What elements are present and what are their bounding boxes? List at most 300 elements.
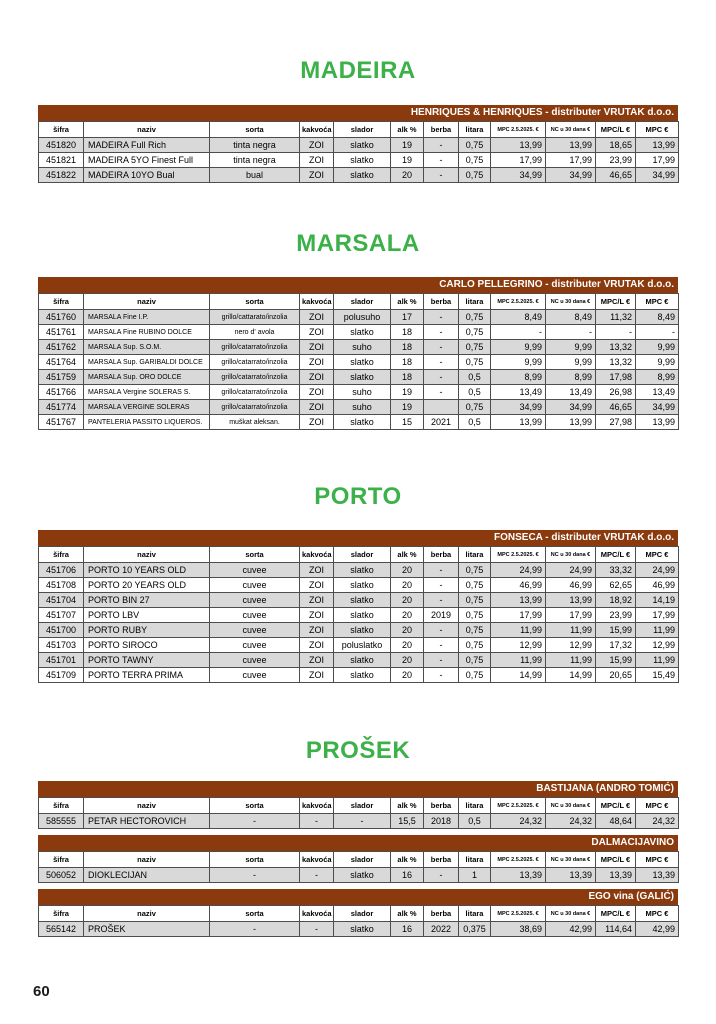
column-header-alk: alk % [391, 906, 424, 922]
column-header-sorta: sorta [210, 547, 300, 563]
cell-alk: 18 [391, 340, 424, 355]
cell-litara: 0,5 [459, 370, 491, 385]
cell-sifra: 451767 [39, 415, 84, 430]
table-row [39, 578, 679, 593]
cell-mpc-l: 18,65 [596, 138, 636, 153]
table-row [39, 922, 679, 937]
cell-mpc: 13,49 [636, 385, 679, 400]
column-header-alk: alk % [391, 294, 424, 310]
cell-kakvoca: ZOI [300, 638, 334, 653]
column-header-row [39, 798, 679, 814]
cell-litara: 0,75 [459, 355, 491, 370]
cell-slador: slatko [334, 668, 391, 683]
cell-slador: slatko [334, 370, 391, 385]
cell-mpc: 13,99 [636, 138, 679, 153]
column-header-row [39, 852, 679, 868]
price-table-henriques-henriques-distributer-vrutak-d-o-o [38, 105, 678, 183]
cell-kakvoca: - [300, 922, 334, 937]
cell-slador: - [334, 814, 391, 829]
cell-naziv: MARSALA Sup. ORO DOLCE [84, 370, 210, 385]
cell-sifra: 451703 [39, 638, 84, 653]
cell-sifra: 506052 [39, 868, 84, 883]
cell-sorta: cuvee [210, 563, 300, 578]
cell-mpc-date: 17,99 [491, 608, 546, 623]
cell-mpc: 12,99 [636, 638, 679, 653]
cell-mpc: - [636, 325, 679, 340]
distributor-bar: FONSECA - distributer VRUTAK d.o.o. [38, 530, 678, 546]
cell-mpc-date: 13,39 [491, 868, 546, 883]
cell-litara: 0,75 [459, 168, 491, 183]
column-header-kakvoca: kakvoća [300, 798, 334, 814]
cell-mpc: 34,99 [636, 400, 679, 415]
cell-berba: - [424, 355, 459, 370]
cell-berba: - [424, 385, 459, 400]
cell-mpc: 8,99 [636, 370, 679, 385]
cell-mpc: 34,99 [636, 168, 679, 183]
cell-kakvoca: ZOI [300, 370, 334, 385]
cell-sorta: cuvee [210, 653, 300, 668]
cell-slador: polusuho [334, 310, 391, 325]
cell-mpc-l: 114,64 [596, 922, 636, 937]
cell-litara: 0,75 [459, 310, 491, 325]
cell-litara: 0,75 [459, 153, 491, 168]
column-header-nc-30-dana: NC u 30 dana € [546, 852, 596, 868]
column-header-row [39, 294, 679, 310]
column-header-berba: berba [424, 294, 459, 310]
table-row [39, 355, 679, 370]
cell-naziv: PORTO TERRA PRIMA [84, 668, 210, 683]
cell-naziv: MARSALA Vergine SOLERAS S. [84, 385, 210, 400]
column-header-mpc-l: MPC/L € [596, 294, 636, 310]
cell-mpc: 24,32 [636, 814, 679, 829]
column-header-mpc: MPC € [636, 122, 679, 138]
column-header-litara: litara [459, 122, 491, 138]
cell-berba: - [424, 138, 459, 153]
cell-nc-30-dana: 34,99 [546, 168, 596, 183]
cell-kakvoca: ZOI [300, 138, 334, 153]
cell-kakvoca: - [300, 868, 334, 883]
cell-mpc-l: 48,64 [596, 814, 636, 829]
cell-kakvoca: ZOI [300, 415, 334, 430]
cell-naziv: PROŠEK [84, 922, 210, 937]
cell-litara: 0,75 [459, 578, 491, 593]
cell-litara: 0,5 [459, 385, 491, 400]
cell-mpc: 17,99 [636, 153, 679, 168]
table-row [39, 400, 679, 415]
cell-mpc: 11,99 [636, 623, 679, 638]
cell-mpc-date: 8,49 [491, 310, 546, 325]
cell-berba: - [424, 563, 459, 578]
cell-mpc-date: 11,99 [491, 623, 546, 638]
column-header-row [39, 547, 679, 563]
column-header-alk: alk % [391, 547, 424, 563]
cell-mpc: 9,99 [636, 355, 679, 370]
cell-litara: 0,75 [459, 340, 491, 355]
cell-naziv: PORTO LBV [84, 608, 210, 623]
cell-litara: 0,375 [459, 922, 491, 937]
cell-mpc-date: 24,99 [491, 563, 546, 578]
cell-berba: - [424, 325, 459, 340]
cell-nc-30-dana: 13,99 [546, 415, 596, 430]
section-title-pro-ek: PROŠEK [305, 737, 411, 764]
cell-litara: 0,75 [459, 593, 491, 608]
section-porto [0, 482, 716, 683]
cell-litara: 0,5 [459, 814, 491, 829]
cell-mpc-date: 38,69 [491, 922, 546, 937]
cell-litara: 0,75 [459, 623, 491, 638]
cell-alk: 20 [391, 653, 424, 668]
cell-mpc: 15,49 [636, 668, 679, 683]
cell-berba: - [424, 653, 459, 668]
column-header-berba: berba [424, 798, 459, 814]
cell-mpc-date: 13,49 [491, 385, 546, 400]
cell-sifra: 451700 [39, 623, 84, 638]
column-header-slador: slador [334, 798, 391, 814]
data-table [38, 905, 679, 937]
column-header-berba: berba [424, 547, 459, 563]
cell-berba: 2018 [424, 814, 459, 829]
cell-kakvoca: ZOI [300, 153, 334, 168]
cell-nc-30-dana: - [546, 325, 596, 340]
cell-berba: 2019 [424, 608, 459, 623]
column-header-sorta: sorta [210, 122, 300, 138]
cell-sifra: 451774 [39, 400, 84, 415]
cell-mpc-l: 23,99 [596, 608, 636, 623]
cell-mpc-date: 8,99 [491, 370, 546, 385]
cell-alk: 19 [391, 153, 424, 168]
cell-naziv: MARSALA Sup. S.O.M. [84, 340, 210, 355]
cell-mpc-l: 13,32 [596, 340, 636, 355]
cell-slador: slatko [334, 922, 391, 937]
column-header-litara: litara [459, 547, 491, 563]
cell-alk: 18 [391, 325, 424, 340]
table-row [39, 563, 679, 578]
data-table [38, 797, 679, 829]
table-row [39, 593, 679, 608]
price-table-ego-vina-gali [38, 889, 678, 937]
cell-mpc: 11,99 [636, 653, 679, 668]
cell-nc-30-dana: 13,99 [546, 593, 596, 608]
column-header-naziv: naziv [84, 122, 210, 138]
cell-mpc-l: 20,65 [596, 668, 636, 683]
cell-slador: suho [334, 340, 391, 355]
cell-sorta: grillo/catarrato/inzolia [210, 385, 300, 400]
cell-mpc-date: 34,99 [491, 168, 546, 183]
cell-alk: 20 [391, 578, 424, 593]
price-table-bastijana-andro-tomi [38, 781, 678, 829]
cell-mpc-date: 13,99 [491, 138, 546, 153]
cell-slador: slatko [334, 168, 391, 183]
cell-sifra: 451821 [39, 153, 84, 168]
cell-naziv: MARSALA Sup. GARIBALDI DOLCE [84, 355, 210, 370]
table-row [39, 138, 679, 153]
table-row [39, 325, 679, 340]
cell-slador: slatko [334, 868, 391, 883]
data-table [38, 851, 679, 883]
cell-slador: poluslatko [334, 638, 391, 653]
cell-mpc-l: 26,98 [596, 385, 636, 400]
column-header-sorta: sorta [210, 798, 300, 814]
cell-sorta: cuvee [210, 638, 300, 653]
cell-mpc: 9,99 [636, 340, 679, 355]
cell-nc-30-dana: 17,99 [546, 608, 596, 623]
cell-mpc: 14,19 [636, 593, 679, 608]
column-header-berba: berba [424, 852, 459, 868]
cell-alk: 16 [391, 922, 424, 937]
cell-sorta: - [210, 868, 300, 883]
table-row [39, 638, 679, 653]
distributor-bar: HENRIQUES & HENRIQUES - distributer VRUTAK d.o.o. [38, 105, 678, 121]
distributor-bar: CARLO PELLEGRINO - distributer VRUTAK d.o.o. [38, 277, 678, 293]
cell-sifra: 451761 [39, 325, 84, 340]
cell-alk: 20 [391, 563, 424, 578]
cell-mpc-date: 46,99 [491, 578, 546, 593]
cell-mpc-l: 46,65 [596, 168, 636, 183]
cell-naziv: MADEIRA 10YO Bual [84, 168, 210, 183]
cell-alk: 20 [391, 668, 424, 683]
cell-sifra: 451760 [39, 310, 84, 325]
cell-nc-30-dana: 42,99 [546, 922, 596, 937]
cell-litara: 0,75 [459, 653, 491, 668]
cell-sifra: 451822 [39, 168, 84, 183]
column-header-slador: slador [334, 294, 391, 310]
column-header-berba: berba [424, 906, 459, 922]
cell-mpc-l: 11,32 [596, 310, 636, 325]
cell-sifra: 451762 [39, 340, 84, 355]
cell-sorta: grillo/catarrato/inzolia [210, 370, 300, 385]
cell-naziv: MARSALA Fine RUBINO DOLCE [84, 325, 210, 340]
cell-slador: slatko [334, 593, 391, 608]
column-header-slador: slador [334, 852, 391, 868]
cell-naziv: PORTO RUBY [84, 623, 210, 638]
cell-sorta: cuvee [210, 623, 300, 638]
cell-naziv: PORTO 20 YEARS OLD [84, 578, 210, 593]
column-header-mpc-l: MPC/L € [596, 906, 636, 922]
column-header-mpc-l: MPC/L € [596, 547, 636, 563]
cell-sorta: cuvee [210, 608, 300, 623]
cell-berba: - [424, 593, 459, 608]
price-table-carlo-pellegrino-distributer-vrutak-d-o-o [38, 277, 678, 430]
column-header-litara: litara [459, 906, 491, 922]
section-title-marsala: MARSALA [296, 230, 420, 257]
cell-sorta: cuvee [210, 593, 300, 608]
cell-alk: 20 [391, 623, 424, 638]
cell-mpc-date: 13,99 [491, 415, 546, 430]
column-header-alk: alk % [391, 122, 424, 138]
data-table [38, 293, 679, 430]
column-header-kakvoca: kakvoća [300, 852, 334, 868]
column-header-mpc-date: MPC 2.5.2025. € [491, 798, 546, 814]
cell-alk: 20 [391, 593, 424, 608]
cell-sorta: grillo/cattarato/inzolia [210, 310, 300, 325]
table-row [39, 415, 679, 430]
column-header-mpc: MPC € [636, 798, 679, 814]
cell-sifra: 565142 [39, 922, 84, 937]
column-header-sorta: sorta [210, 852, 300, 868]
column-header-sorta: sorta [210, 294, 300, 310]
cell-sorta: tinta negra [210, 153, 300, 168]
cell-sifra: 451706 [39, 563, 84, 578]
cell-sorta: grillo/catarrato/inzolia [210, 355, 300, 370]
cell-berba: - [424, 153, 459, 168]
cell-kakvoca: ZOI [300, 355, 334, 370]
cell-mpc-date: 17,99 [491, 153, 546, 168]
cell-nc-30-dana: 34,99 [546, 400, 596, 415]
cell-berba [424, 400, 459, 415]
cell-litara: 0,75 [459, 138, 491, 153]
cell-kakvoca: ZOI [300, 310, 334, 325]
cell-mpc-l: 27,98 [596, 415, 636, 430]
cell-nc-30-dana: 11,99 [546, 653, 596, 668]
cell-mpc-l: 13,32 [596, 355, 636, 370]
table-row [39, 623, 679, 638]
distributor-bar: BASTIJANA (ANDRO TOMIĆ) [38, 781, 678, 797]
cell-berba: - [424, 868, 459, 883]
column-header-slador: slador [334, 906, 391, 922]
cell-naziv: DIOKLECIJAN [84, 868, 210, 883]
distributor-bar: EGO vina (GALIĆ) [38, 889, 678, 905]
cell-kakvoca: ZOI [300, 593, 334, 608]
cell-naziv: PORTO TAWNY [84, 653, 210, 668]
cell-mpc: 42,99 [636, 922, 679, 937]
cell-sorta: tinta negra [210, 138, 300, 153]
cell-slador: slatko [334, 563, 391, 578]
cell-sorta: grillo/catarrato/inzolia [210, 400, 300, 415]
cell-nc-30-dana: 13,99 [546, 138, 596, 153]
column-header-mpc-l: MPC/L € [596, 122, 636, 138]
cell-naziv: PANTELERIA PASSITO LIQUEROS. [84, 415, 210, 430]
column-header-mpc: MPC € [636, 906, 679, 922]
table-row [39, 668, 679, 683]
cell-kakvoca: ZOI [300, 385, 334, 400]
cell-kakvoca: ZOI [300, 668, 334, 683]
cell-berba: - [424, 578, 459, 593]
table-row [39, 370, 679, 385]
cell-alk: 15,5 [391, 814, 424, 829]
column-header-naziv: naziv [84, 852, 210, 868]
column-header-kakvoca: kakvoća [300, 906, 334, 922]
cell-litara: 0,75 [459, 400, 491, 415]
column-header-nc-30-dana: NC u 30 dana € [546, 294, 596, 310]
column-header-naziv: naziv [84, 294, 210, 310]
cell-mpc-date: 9,99 [491, 355, 546, 370]
column-header-alk: alk % [391, 798, 424, 814]
cell-sorta: grillo/catarrato/inzolia [210, 340, 300, 355]
section-pro-ek [0, 736, 716, 937]
cell-mpc: 8,49 [636, 310, 679, 325]
column-header-row [39, 122, 679, 138]
cell-litara: 0,75 [459, 325, 491, 340]
cell-mpc-date: 34,99 [491, 400, 546, 415]
cell-mpc: 46,99 [636, 578, 679, 593]
cell-slador: slatko [334, 325, 391, 340]
cell-sifra: 451708 [39, 578, 84, 593]
cell-litara: 0,75 [459, 638, 491, 653]
cell-sifra: 451707 [39, 608, 84, 623]
section-madeira [0, 56, 716, 183]
cell-sorta: bual [210, 168, 300, 183]
column-header-kakvoca: kakvoća [300, 294, 334, 310]
cell-nc-30-dana: 24,99 [546, 563, 596, 578]
section-marsala [0, 229, 716, 430]
column-header-mpc: MPC € [636, 294, 679, 310]
table-row [39, 153, 679, 168]
column-header-nc-30-dana: NC u 30 dana € [546, 547, 596, 563]
cell-slador: slatko [334, 138, 391, 153]
cell-sorta: nero d' avola [210, 325, 300, 340]
cell-mpc: 17,99 [636, 608, 679, 623]
cell-litara: 1 [459, 868, 491, 883]
column-header-litara: litara [459, 294, 491, 310]
cell-naziv: MARSALA Fine I.P. [84, 310, 210, 325]
cell-mpc-date: 11,99 [491, 653, 546, 668]
cell-nc-30-dana: 13,49 [546, 385, 596, 400]
column-header-row [39, 906, 679, 922]
cell-kakvoca: ZOI [300, 325, 334, 340]
cell-sifra: 451820 [39, 138, 84, 153]
data-table [38, 121, 679, 183]
column-header-litara: litara [459, 798, 491, 814]
column-header-mpc-date: MPC 2.5.2025. € [491, 547, 546, 563]
cell-kakvoca: ZOI [300, 578, 334, 593]
cell-nc-30-dana: 9,99 [546, 355, 596, 370]
cell-sifra: 585555 [39, 814, 84, 829]
cell-kakvoca: ZOI [300, 608, 334, 623]
cell-alk: 18 [391, 370, 424, 385]
cell-slador: slatko [334, 355, 391, 370]
cell-nc-30-dana: 17,99 [546, 153, 596, 168]
cell-mpc-date: 9,99 [491, 340, 546, 355]
cell-alk: 20 [391, 608, 424, 623]
cell-nc-30-dana: 8,49 [546, 310, 596, 325]
column-header-alk: alk % [391, 852, 424, 868]
column-header-slador: slador [334, 547, 391, 563]
cell-nc-30-dana: 24,32 [546, 814, 596, 829]
cell-kakvoca: ZOI [300, 400, 334, 415]
cell-mpc-l: - [596, 325, 636, 340]
cell-nc-30-dana: 14,99 [546, 668, 596, 683]
cell-kakvoca: ZOI [300, 168, 334, 183]
cell-sifra: 451766 [39, 385, 84, 400]
section-title-madeira: MADEIRA [300, 57, 416, 84]
cell-alk: 15 [391, 415, 424, 430]
cell-sorta: cuvee [210, 578, 300, 593]
cell-sifra: 451709 [39, 668, 84, 683]
cell-mpc-date: - [491, 325, 546, 340]
cell-kakvoca: ZOI [300, 623, 334, 638]
cell-slador: suho [334, 400, 391, 415]
cell-mpc: 24,99 [636, 563, 679, 578]
page-number: 60 [33, 983, 50, 1000]
cell-mpc-l: 33,32 [596, 563, 636, 578]
cell-kakvoca: ZOI [300, 563, 334, 578]
column-header-mpc-date: MPC 2.5.2025. € [491, 122, 546, 138]
table-row [39, 868, 679, 883]
column-header-nc-30-dana: NC u 30 dana € [546, 906, 596, 922]
column-header-mpc: MPC € [636, 852, 679, 868]
cell-alk: 19 [391, 138, 424, 153]
table-row [39, 814, 679, 829]
cell-alk: 20 [391, 168, 424, 183]
cell-sorta: cuvee [210, 668, 300, 683]
cell-nc-30-dana: 13,39 [546, 868, 596, 883]
cell-mpc-l: 15,99 [596, 653, 636, 668]
column-header-sifra: šifra [39, 122, 84, 138]
column-header-sorta: sorta [210, 906, 300, 922]
cell-nc-30-dana: 12,99 [546, 638, 596, 653]
column-header-naziv: naziv [84, 547, 210, 563]
cell-alk: 19 [391, 400, 424, 415]
